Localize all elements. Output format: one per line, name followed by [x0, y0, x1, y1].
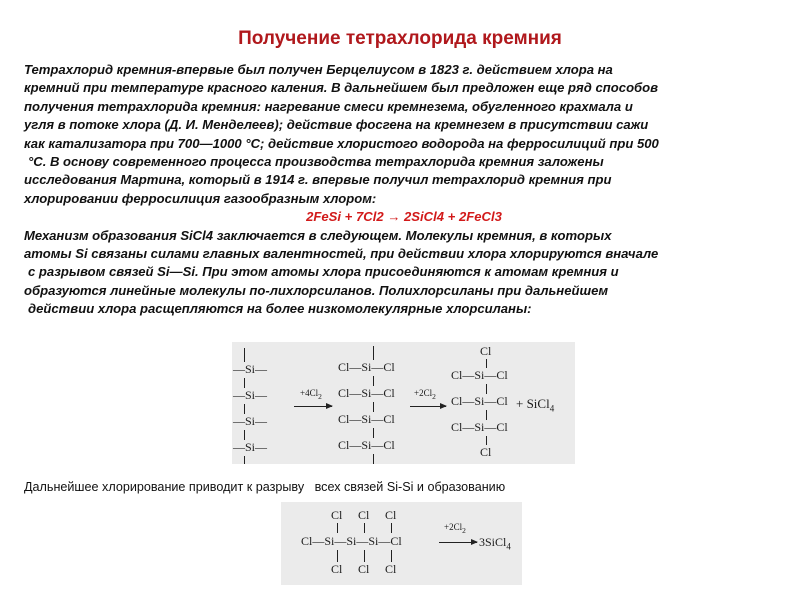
bond-line	[391, 550, 392, 562]
bond-line	[373, 454, 374, 464]
bond-line	[391, 523, 392, 533]
bond-line	[373, 428, 374, 438]
chlorinated-si-unit: Cl—Si—Cl	[338, 438, 395, 452]
chlorine-atom: Cl	[358, 562, 370, 576]
bond-line	[364, 550, 365, 562]
reaction-arrow	[439, 542, 477, 543]
reaction-equation: 2FeSi + 7Cl2 → 2SiCl4 + 2FeCl3	[306, 209, 502, 225]
mechanism-line: атомы Si связаны силами главных валентностей, при действии хлора хлорируются вначале	[24, 246, 659, 262]
reaction-arrow	[410, 406, 446, 407]
chlorine-atom: Cl	[358, 508, 370, 522]
bond-line	[373, 376, 374, 386]
bond-line	[337, 523, 338, 533]
chlorination-scheme-image	[232, 342, 575, 464]
chlorine-atom: Cl	[331, 562, 343, 576]
paragraph-line: Тетрахлорид кремния-впервые был получен Берцелиусом в 1823 г. действием хлора на	[24, 62, 613, 77]
sicl4-product: + SiCl$_4$	[516, 396, 555, 414]
paragraph-line: как катализатора при 700—1000 °С; действие хлористого водорода на ферросилиций при 500	[24, 135, 659, 151]
reagent-label: $+2Cl_2$	[414, 388, 436, 401]
mechanism-line: с разрывом связей Si—Si. При этом атомы хлора присоединяются к атомам кремния и	[28, 264, 619, 280]
si-chain-atom: —Si—	[233, 388, 268, 402]
chlorine-atom: Cl	[385, 508, 397, 522]
bond-line	[244, 348, 245, 362]
paragraph-line: угля в потоке хлора (Д. И. Менделеев); действие фосгена на кремнезем в присутствии сажи	[24, 117, 649, 133]
bond-line	[486, 410, 487, 420]
paragraph-line: °С. В основу современного процесса производства тетрахлорида кремния заложены	[28, 154, 604, 170]
bond-line	[244, 456, 245, 464]
mechanism-line: Механизм образования SiCl4 заключается в следующем. Молекулы кремния, в которых	[24, 227, 612, 243]
si-chain-atom: —Si—	[233, 414, 268, 428]
mechanism-line: образуются линейные молекулы по-лихлорсиланов. Полихлорсиланы при дальнейшем	[24, 282, 609, 298]
sicl4-product: 3SiCl$_4$	[479, 535, 511, 552]
chlorinated-si-unit: Cl—Si—Cl	[451, 394, 508, 408]
bond-line	[373, 402, 374, 412]
trisilane-chain: Cl—Si—Si—Si—Cl	[301, 534, 402, 548]
chlorine-atom: Cl	[385, 562, 397, 576]
bond-line	[244, 430, 245, 440]
main-text	[24, 61, 784, 319]
paragraph-line: хлорировании ферросилиция газообразным хлором:	[24, 190, 377, 206]
bond-line	[364, 523, 365, 533]
slide-title: Получение тетрахлорида кремния	[238, 28, 562, 49]
caption-text: Дальнейшее хлорирование приводит к разрыву всех связей Si-Si и образованию	[24, 480, 506, 494]
chlorine-atom: Cl	[331, 508, 343, 522]
bond-line	[337, 550, 338, 562]
chlorinated-si-unit: Cl—Si—Cl	[451, 420, 508, 434]
paragraph-line: кремний при температуре красного каления. В дальнейшем был предложен еще ряд способов	[24, 80, 659, 96]
mechanism-line: действии хлора расщепляются на более низкомолекулярные хлорсиланы:	[28, 301, 532, 317]
chlorinated-si-unit: Cl—Si—Cl	[338, 360, 395, 374]
chlorinated-si-unit: Cl—Si—Cl	[338, 412, 395, 426]
si-chain-atom: —Si—	[233, 362, 268, 376]
bond-line	[244, 404, 245, 414]
paragraph-line: получения тетрахлорида кремния: нагревание смеси кремнезема, обугленного крахмала и	[24, 98, 633, 114]
chlorinated-si-unit: Cl—Si—Cl	[338, 386, 395, 400]
bond-line	[486, 384, 487, 394]
bond-line	[486, 359, 487, 368]
chlorine-atom: Cl	[480, 344, 492, 358]
reagent-label: $+2Cl_2$	[444, 522, 466, 535]
bond-line	[486, 436, 487, 445]
bond-line	[373, 346, 374, 360]
paragraph-line: исследования Мартина, который в 1914 г. впервые получил тетрахлорид кремния при	[24, 172, 612, 188]
chlorine-atom: Cl	[480, 445, 492, 459]
full-chlorination-scheme-image	[281, 502, 522, 585]
reaction-arrow	[294, 406, 332, 407]
bond-line	[244, 378, 245, 388]
si-chain-atom: —Si—	[233, 440, 268, 454]
chlorinated-si-unit: Cl—Si—Cl	[451, 368, 508, 382]
reagent-label: $+4Cl_2$	[300, 388, 322, 401]
